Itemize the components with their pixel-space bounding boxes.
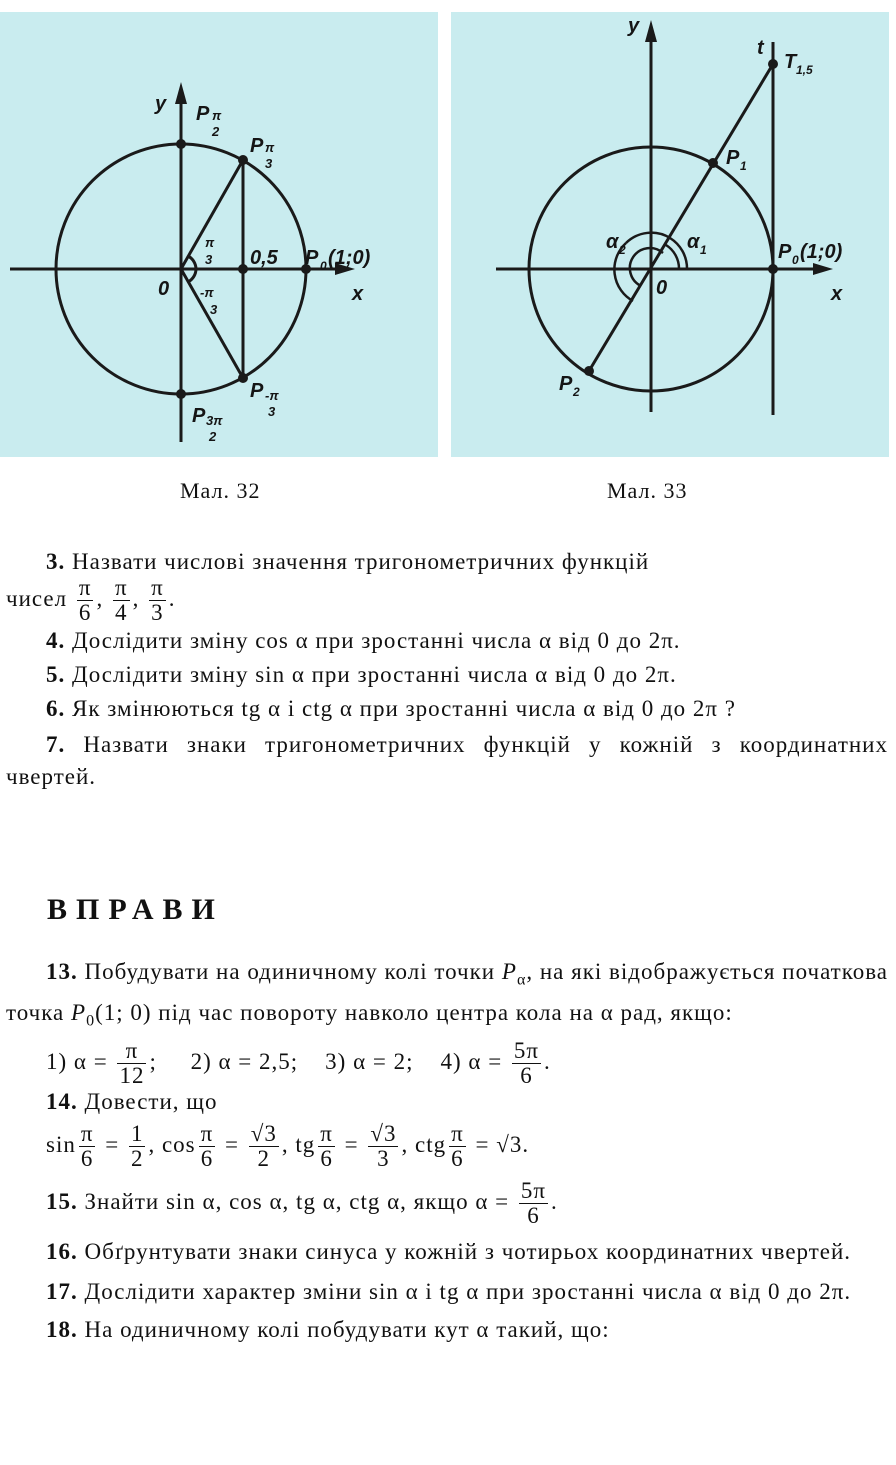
option-2: 2) α = 2,5; bbox=[190, 1048, 299, 1074]
exercise-14 bbox=[6, 1086, 888, 1118]
point-p2 bbox=[584, 366, 594, 376]
numerator: π bbox=[117, 1039, 146, 1064]
period: . bbox=[544, 1048, 551, 1074]
numerator: π bbox=[200, 1121, 214, 1147]
fn-ctg: ctg bbox=[414, 1131, 447, 1157]
question-text: Дослідити зміну sin α при зростанні числа α від 0 до 2π. bbox=[72, 662, 677, 687]
denominator: 3 bbox=[151, 600, 164, 625]
comma: , bbox=[96, 585, 104, 611]
label-t15: T bbox=[784, 51, 797, 73]
numerator: π bbox=[80, 1121, 94, 1147]
label-p-3pi2: P bbox=[192, 405, 206, 427]
equals: = bbox=[475, 1131, 490, 1157]
caption-figure-33: Мал. 33 bbox=[607, 478, 688, 503]
exercise-text: Дослідити характер зміни sin α і tg α при зростанні числа α від 0 до 2π. bbox=[84, 1279, 852, 1305]
label-x: x bbox=[352, 283, 364, 305]
denominator: 6 bbox=[78, 600, 92, 625]
angle-arc-neg bbox=[188, 269, 196, 282]
exercise-18 bbox=[6, 1314, 888, 1346]
fraction-pi-4 bbox=[113, 576, 130, 625]
equals: = bbox=[105, 1131, 120, 1157]
denominator: 6 bbox=[200, 1146, 214, 1172]
unit-circle-diagram-32 bbox=[0, 12, 438, 457]
fn-cos: cos bbox=[161, 1131, 196, 1157]
var-p0-sub: 0 bbox=[86, 1012, 96, 1030]
question-number: 7. bbox=[46, 732, 66, 757]
denominator: 6 bbox=[80, 1146, 94, 1172]
caption-figure-32: Мал. 32 bbox=[180, 478, 261, 503]
point-p0 bbox=[768, 264, 778, 274]
label-p2: P bbox=[559, 373, 573, 395]
numerator: √3 bbox=[370, 1121, 397, 1147]
point-p-pi2 bbox=[176, 139, 186, 149]
fraction-pi-6 bbox=[318, 1122, 335, 1171]
label-a2-sub: 2 bbox=[619, 243, 626, 257]
label-p-minus-pi3-num: -π bbox=[265, 388, 279, 403]
label-origin: 0 bbox=[656, 277, 668, 299]
period: . bbox=[168, 585, 176, 611]
point-p-3pi2 bbox=[176, 389, 186, 399]
fraction-pi-6 bbox=[79, 1122, 96, 1171]
exercise-14-formula bbox=[6, 1122, 888, 1171]
angle-arc-a1-inner bbox=[666, 245, 679, 269]
fraction-5pi-6 bbox=[512, 1039, 541, 1088]
exercise-text: Довести, що bbox=[84, 1089, 218, 1115]
semicolon: ; bbox=[149, 1048, 157, 1074]
label-p-pi3: P bbox=[250, 135, 264, 157]
question-3-cont bbox=[6, 576, 888, 625]
numerator: 1 bbox=[130, 1121, 144, 1147]
denominator: 6 bbox=[520, 1063, 533, 1089]
exercise-text: На одиничному колі побудувати кут α такий, що: bbox=[84, 1317, 610, 1343]
label-p2-sub: 2 bbox=[573, 385, 580, 399]
label-half: 0,5 bbox=[250, 247, 278, 269]
y-arrow bbox=[645, 20, 657, 42]
exercise-text: Знайти sin α, cos α, tg α, ctg α, якщо α = bbox=[84, 1188, 510, 1214]
label-p-pi3-den: 3 bbox=[265, 156, 273, 171]
exercise-number: 13. bbox=[46, 959, 78, 984]
fn-sin: sin bbox=[46, 1131, 76, 1157]
label-p0-coord: (1;0) bbox=[328, 247, 371, 269]
point-t15 bbox=[768, 59, 778, 69]
questions-block bbox=[6, 546, 888, 793]
label-p0-sub: 0 bbox=[792, 253, 799, 267]
question-number: 4. bbox=[46, 628, 66, 653]
numerator: √3 bbox=[250, 1121, 277, 1147]
numerator: 5π bbox=[520, 1178, 547, 1204]
option-1: 1) α = bbox=[46, 1048, 108, 1074]
question-text: чисел bbox=[6, 585, 68, 611]
exercise-13-options bbox=[6, 1039, 888, 1088]
denominator: 6 bbox=[527, 1203, 540, 1229]
fraction-1-2 bbox=[129, 1122, 146, 1171]
exercise-text: Побудувати на одиничному колі точки bbox=[84, 959, 496, 984]
option-4: 4) α = bbox=[440, 1048, 503, 1074]
var-p: P bbox=[501, 959, 517, 984]
label-p-pi2-den: 2 bbox=[212, 124, 220, 139]
question-text: Назвати знаки тригонометричних функцій у кожній з координатних чвертей. bbox=[6, 732, 888, 789]
exercise-number: 16. bbox=[46, 1239, 78, 1265]
var-p0: P bbox=[71, 999, 87, 1025]
label-t15-sub: 1,5 bbox=[796, 63, 813, 77]
sqrt3: √3 bbox=[496, 1131, 523, 1157]
label-a2: α bbox=[606, 231, 619, 253]
fraction-sqrt3-3 bbox=[368, 1122, 398, 1171]
point-p1 bbox=[708, 158, 718, 168]
exercise-text: Обґрунтувати знаки синуса у кожній з чотирьох координатних чвертей. bbox=[84, 1239, 852, 1265]
y-arrow bbox=[175, 82, 187, 104]
label-angle-neg-den: 3 bbox=[210, 302, 218, 317]
label-origin: 0 bbox=[158, 278, 170, 300]
point-p-pi3 bbox=[238, 155, 248, 165]
label-a1: α bbox=[687, 231, 700, 253]
denominator: 4 bbox=[115, 600, 128, 625]
label-p0: P bbox=[305, 247, 319, 269]
denominator: 2 bbox=[130, 1146, 144, 1172]
question-7 bbox=[6, 729, 888, 793]
exercise-number: 14. bbox=[46, 1089, 78, 1115]
angle-arc-pos bbox=[188, 256, 196, 269]
label-angle-pos-num: π bbox=[205, 235, 215, 250]
period: . bbox=[522, 1131, 530, 1157]
label-t: t bbox=[757, 37, 764, 59]
exercise-15 bbox=[6, 1179, 888, 1228]
exercise-16 bbox=[6, 1236, 888, 1268]
denominator: 3 bbox=[377, 1146, 390, 1172]
exercise-text: (1; 0) під час повороту навколо центра кола на α рад, якщо: bbox=[95, 999, 733, 1025]
label-p-minus-pi3: P bbox=[250, 380, 264, 402]
label-p-3pi2-den: 2 bbox=[209, 429, 217, 444]
label-p-pi2-num: π bbox=[212, 108, 222, 123]
var-p-sub: α bbox=[516, 971, 527, 989]
question-number: 5. bbox=[46, 662, 66, 687]
comma: , bbox=[281, 1131, 289, 1157]
label-x: x bbox=[831, 283, 843, 305]
label-angle-neg-num: -π bbox=[200, 285, 214, 300]
fraction-pi-6 bbox=[199, 1122, 216, 1171]
fn-tg: tg bbox=[295, 1131, 316, 1157]
numerator: π bbox=[151, 575, 164, 600]
label-p-pi3-num: π bbox=[265, 140, 275, 155]
question-5 bbox=[6, 659, 888, 691]
period: . bbox=[551, 1188, 558, 1214]
numerator: π bbox=[78, 575, 92, 600]
comma: , bbox=[132, 585, 140, 611]
fraction-pi-3 bbox=[149, 576, 166, 625]
question-text: Назвати числові значення тригонометричних функцій bbox=[72, 549, 650, 574]
label-p0-coord: (1;0) bbox=[800, 241, 843, 263]
figure-32 bbox=[0, 12, 438, 457]
numerator: 5π bbox=[513, 1038, 540, 1064]
exercise-13 bbox=[6, 956, 888, 1037]
label-p1-sub: 1 bbox=[740, 159, 747, 173]
numerator: π bbox=[451, 1121, 464, 1147]
x-arrow bbox=[813, 263, 833, 275]
equals: = bbox=[344, 1131, 359, 1157]
angle-arc-a2 bbox=[626, 233, 670, 243]
denominator: 2 bbox=[257, 1146, 271, 1172]
equals: = bbox=[225, 1131, 239, 1157]
comma: , bbox=[148, 1131, 156, 1157]
question-number: 3. bbox=[46, 549, 66, 574]
option-3: 3) α = 2; bbox=[325, 1048, 414, 1074]
fraction-pi-6 bbox=[77, 576, 94, 625]
ray-p2-t15 bbox=[589, 64, 773, 371]
label-p1: P bbox=[726, 147, 740, 169]
exercise-17 bbox=[6, 1276, 888, 1308]
fraction-sqrt3-2 bbox=[249, 1122, 279, 1171]
denominator: 6 bbox=[451, 1146, 464, 1172]
exercise-number: 15. bbox=[46, 1188, 78, 1214]
numerator: π bbox=[114, 575, 128, 600]
denominator: 6 bbox=[320, 1146, 333, 1172]
label-y: y bbox=[628, 15, 640, 37]
exercise-text: , на які відображується початкова точка bbox=[6, 959, 889, 1025]
question-text: Дослідити зміну cos α при зростанні числа α від 0 до 2π. bbox=[72, 628, 681, 653]
fraction-5pi-6 bbox=[519, 1179, 548, 1228]
label-p-pi2: P bbox=[196, 103, 210, 125]
unit-circle-diagram-33 bbox=[451, 12, 889, 457]
label-p-minus-pi3-den: 3 bbox=[268, 404, 276, 419]
label-p0-sub: 0 bbox=[320, 259, 327, 273]
question-text: Як змінюються tg α і ctg α при зростанні числа α від 0 до 2π ? bbox=[72, 696, 736, 721]
label-a1-sub: 1 bbox=[700, 243, 707, 257]
fraction-pi-12 bbox=[117, 1039, 146, 1088]
label-y: y bbox=[155, 93, 167, 115]
label-angle-pos-den: 3 bbox=[205, 252, 213, 267]
question-6 bbox=[6, 693, 888, 725]
point-half bbox=[238, 264, 248, 274]
numerator: π bbox=[320, 1121, 333, 1147]
exercise-number: 18. bbox=[46, 1317, 78, 1343]
denominator: 12 bbox=[119, 1063, 145, 1089]
exercise-number: 17. bbox=[46, 1279, 78, 1305]
question-4 bbox=[6, 625, 888, 657]
label-p0: P bbox=[778, 241, 792, 263]
section-title: ВПРАВИ bbox=[47, 893, 224, 926]
point-p-minus-pi3 bbox=[238, 373, 248, 383]
question-number: 6. bbox=[46, 696, 66, 721]
fraction-pi-6 bbox=[449, 1122, 466, 1171]
exercises-block bbox=[6, 956, 888, 1346]
comma: , bbox=[401, 1131, 409, 1157]
figure-33 bbox=[451, 12, 889, 457]
question-3 bbox=[6, 546, 888, 578]
label-p-3pi2-num: 3π bbox=[206, 413, 223, 428]
